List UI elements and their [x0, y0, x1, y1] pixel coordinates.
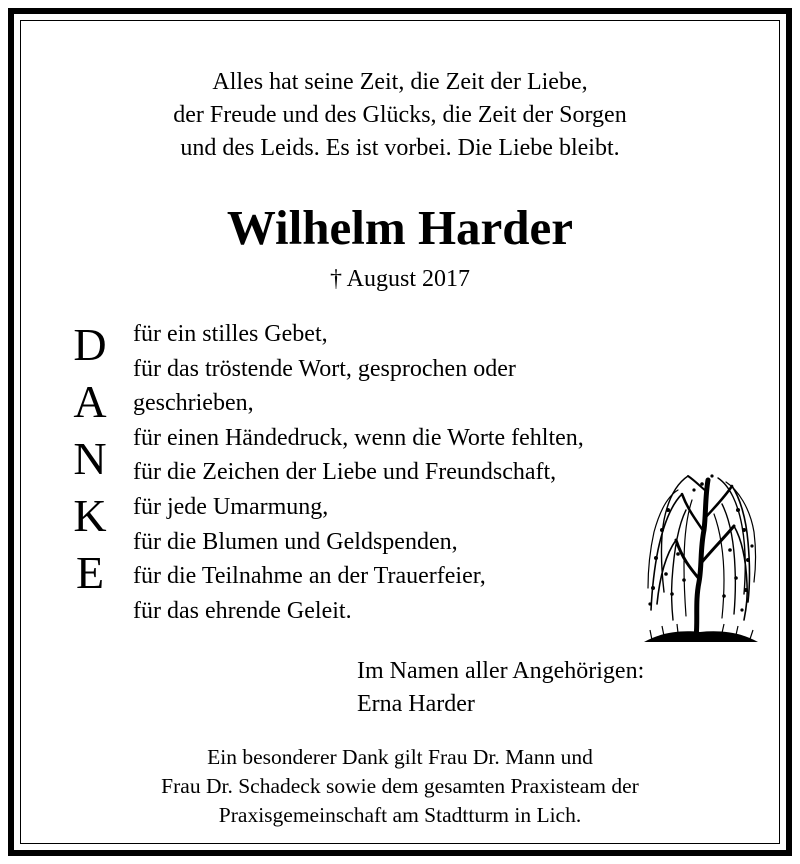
motto-line: und des Leids. Es ist vorbei. Die Liebe bleibt. — [180, 135, 620, 161]
thanks-line: für die Teilnahme an der Trauerfeier, — [133, 563, 486, 590]
footer-line: Ein besonderer Dank gilt Frau Dr. Mann und — [207, 745, 593, 769]
danke-letter: K — [73, 490, 107, 541]
thanks-line: geschrieben, — [133, 390, 254, 417]
motto — [14, 66, 786, 165]
notice-border — [8, 8, 792, 856]
motto-line: der Freude und des Glücks, die Zeit der Sorgen — [173, 102, 627, 128]
thanks-line: für ein stilles Gebet, — [133, 321, 328, 347]
thanks-line: für die Blumen und Geldspenden, — [133, 528, 458, 555]
death-date: † August 2017 — [329, 266, 470, 292]
thanks-line: für die Zeichen der Liebe und Freundschaft, — [133, 459, 557, 486]
footer-line: Praxisgemeinschaft am Stadtturm in Lich. — [218, 803, 582, 827]
footer-line: Frau Dr. Schadeck sowie dem gesamten Praxisteam der — [161, 774, 639, 798]
signature-block — [357, 655, 644, 721]
motto-line: Alles hat seine Zeit, die Zeit der Liebe, — [212, 69, 588, 95]
signature-intro: Im Namen aller Angehörigen: — [357, 658, 645, 684]
danke-letter: E — [75, 547, 105, 598]
footer-thanks — [14, 743, 786, 830]
signature-name: Erna Harder — [357, 691, 475, 717]
thanks-line: für das tröstende Wort, gesprochen oder — [133, 355, 516, 382]
danke-letter: A — [73, 376, 107, 427]
danke-letter: N — [73, 433, 107, 484]
thanks-list — [133, 317, 584, 628]
deceased-name: Wilhelm Harder — [226, 200, 574, 255]
thanks-line: für jede Umarmung, — [133, 493, 329, 520]
danke-letter: D — [73, 319, 107, 370]
danke-vertical — [62, 316, 118, 601]
thanks-line: für das ehrende Geleit. — [133, 597, 352, 624]
weeping-willow-icon — [642, 470, 760, 648]
thanks-line: für einen Händedruck, wenn die Worte fehlten, — [133, 424, 584, 451]
